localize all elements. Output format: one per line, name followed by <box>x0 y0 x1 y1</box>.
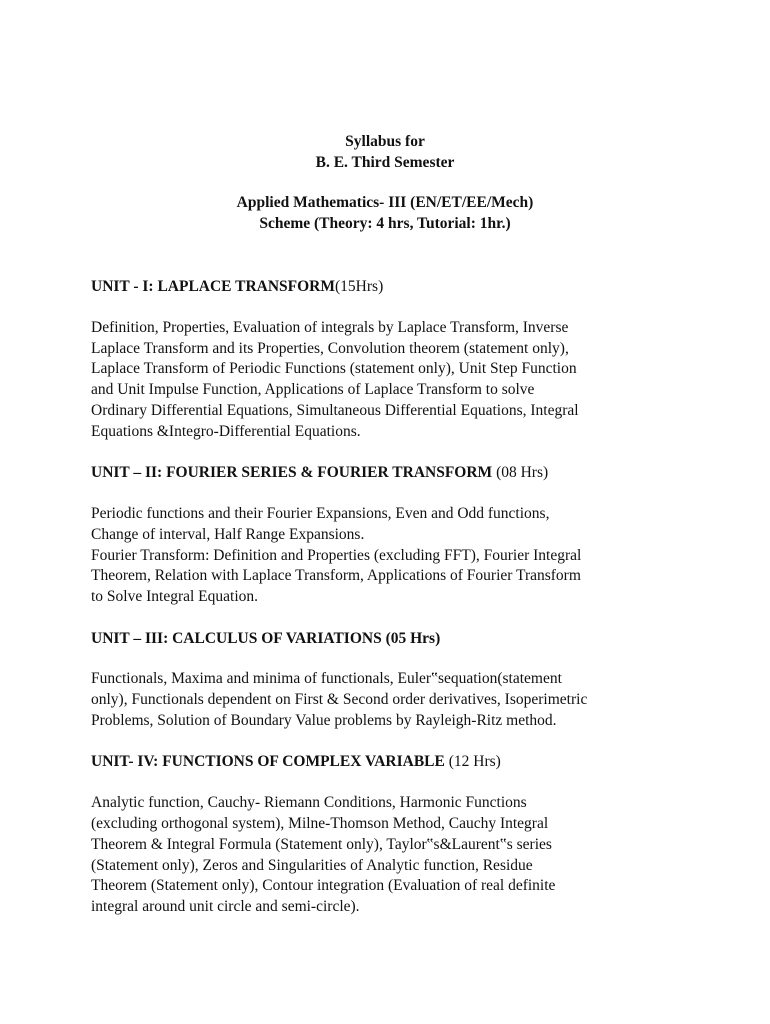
unit-3-line: Functionals, Maxima and minima of functionals, Euler‟sequation(statement <box>91 670 562 688</box>
unit-1-title: UNIT - I: LAPLACE TRANSFORM <box>91 278 336 295</box>
unit-1-heading <box>91 277 691 298</box>
unit-2-line: Change of interval, Half Range Expansions. <box>91 525 365 543</box>
unit-4-hours: (12 Hrs) <box>444 753 501 771</box>
header-line-subject: Applied Mathematics- III (EN/ET/EE/Mech) <box>236 194 534 211</box>
header-line-scheme: Scheme (Theory: 4 hrs, Tutorial: 1hr.) <box>259 214 511 232</box>
unit-4-line: integral around unit circle and semi-circle). <box>91 898 360 916</box>
unit-3-title: UNIT – III: CALCULUS OF VARIATIONS (05 Hrs) <box>91 629 441 647</box>
unit-4-section <box>91 752 691 918</box>
unit-2-section <box>91 463 691 608</box>
unit-4-heading <box>91 752 691 773</box>
unit-2-hours: (08 Hrs) <box>492 464 549 482</box>
unit-3-line: only), Functionals dependent on First & Second order derivatives, Isoperimetric <box>91 691 588 709</box>
unit-2-body <box>91 504 691 608</box>
unit-3-section <box>91 629 691 732</box>
unit-1-section <box>91 277 691 443</box>
unit-1-line: and Unit Impulse Function, Applications of Laplace Transform to solve <box>91 381 535 399</box>
header-line-syllabus-for: Syllabus for <box>345 133 425 150</box>
unit-4-title: UNIT- IV: FUNCTIONS OF COMPLEX VARIABLE <box>91 753 445 771</box>
unit-1-hours: (15Hrs) <box>335 278 384 295</box>
unit-4-line: (Statement only), Zeros and Singularities of Analytic function, Residue <box>91 856 533 874</box>
unit-2-line: Fourier Transform: Definition and Properties (excluding FFT), Fourier Integral <box>91 546 582 564</box>
unit-3-heading <box>91 629 691 650</box>
unit-2-line: Theorem, Relation with Laplace Transform, Applications of Fourier Transform <box>91 567 581 585</box>
unit-4-line: (excluding orthogonal system), Milne-Thomson Method, Cauchy Integral <box>91 814 549 832</box>
unit-4-body <box>91 793 691 918</box>
unit-1-line: Laplace Transform of Periodic Functions (statement only), Unit Step Function <box>91 360 577 378</box>
unit-2-line: to Solve Integral Equation. <box>91 588 259 606</box>
unit-1-line: Ordinary Differential Equations, Simultaneous Differential Equations, Integral <box>91 401 579 419</box>
unit-4-line: Theorem & Integral Formula (Statement only), Taylor‟s&Laurent‟s series <box>91 835 552 853</box>
unit-2-title: UNIT – II: FOURIER SERIES & FOURIER TRANSFORM <box>91 464 493 482</box>
header-spacer <box>0 173 770 193</box>
syllabus-header <box>0 132 770 234</box>
unit-1-line: Laplace Transform and its Properties, Convolution theorem (statement only), <box>91 339 569 357</box>
unit-1-line: Definition, Properties, Evaluation of integrals by Laplace Transform, Inverse <box>91 318 569 336</box>
unit-4-line: Theorem (Statement only), Contour integration (Evaluation of real definite <box>91 877 556 895</box>
unit-1-body <box>91 318 691 443</box>
unit-1-line: Equations &Integro-Differential Equations. <box>91 422 361 440</box>
header-line-semester: B. E. Third Semester <box>315 153 455 171</box>
unit-2-line: Periodic functions and their Fourier Expansions, Even and Odd functions, <box>91 504 550 522</box>
unit-2-heading <box>91 463 691 484</box>
unit-4-line: Analytic function, Cauchy- Riemann Conditions, Harmonic Functions <box>91 794 527 812</box>
unit-3-body <box>91 669 691 731</box>
syllabus-content <box>91 277 691 939</box>
unit-3-line: Problems, Solution of Boundary Value problems by Rayleigh-Ritz method. <box>91 711 557 729</box>
